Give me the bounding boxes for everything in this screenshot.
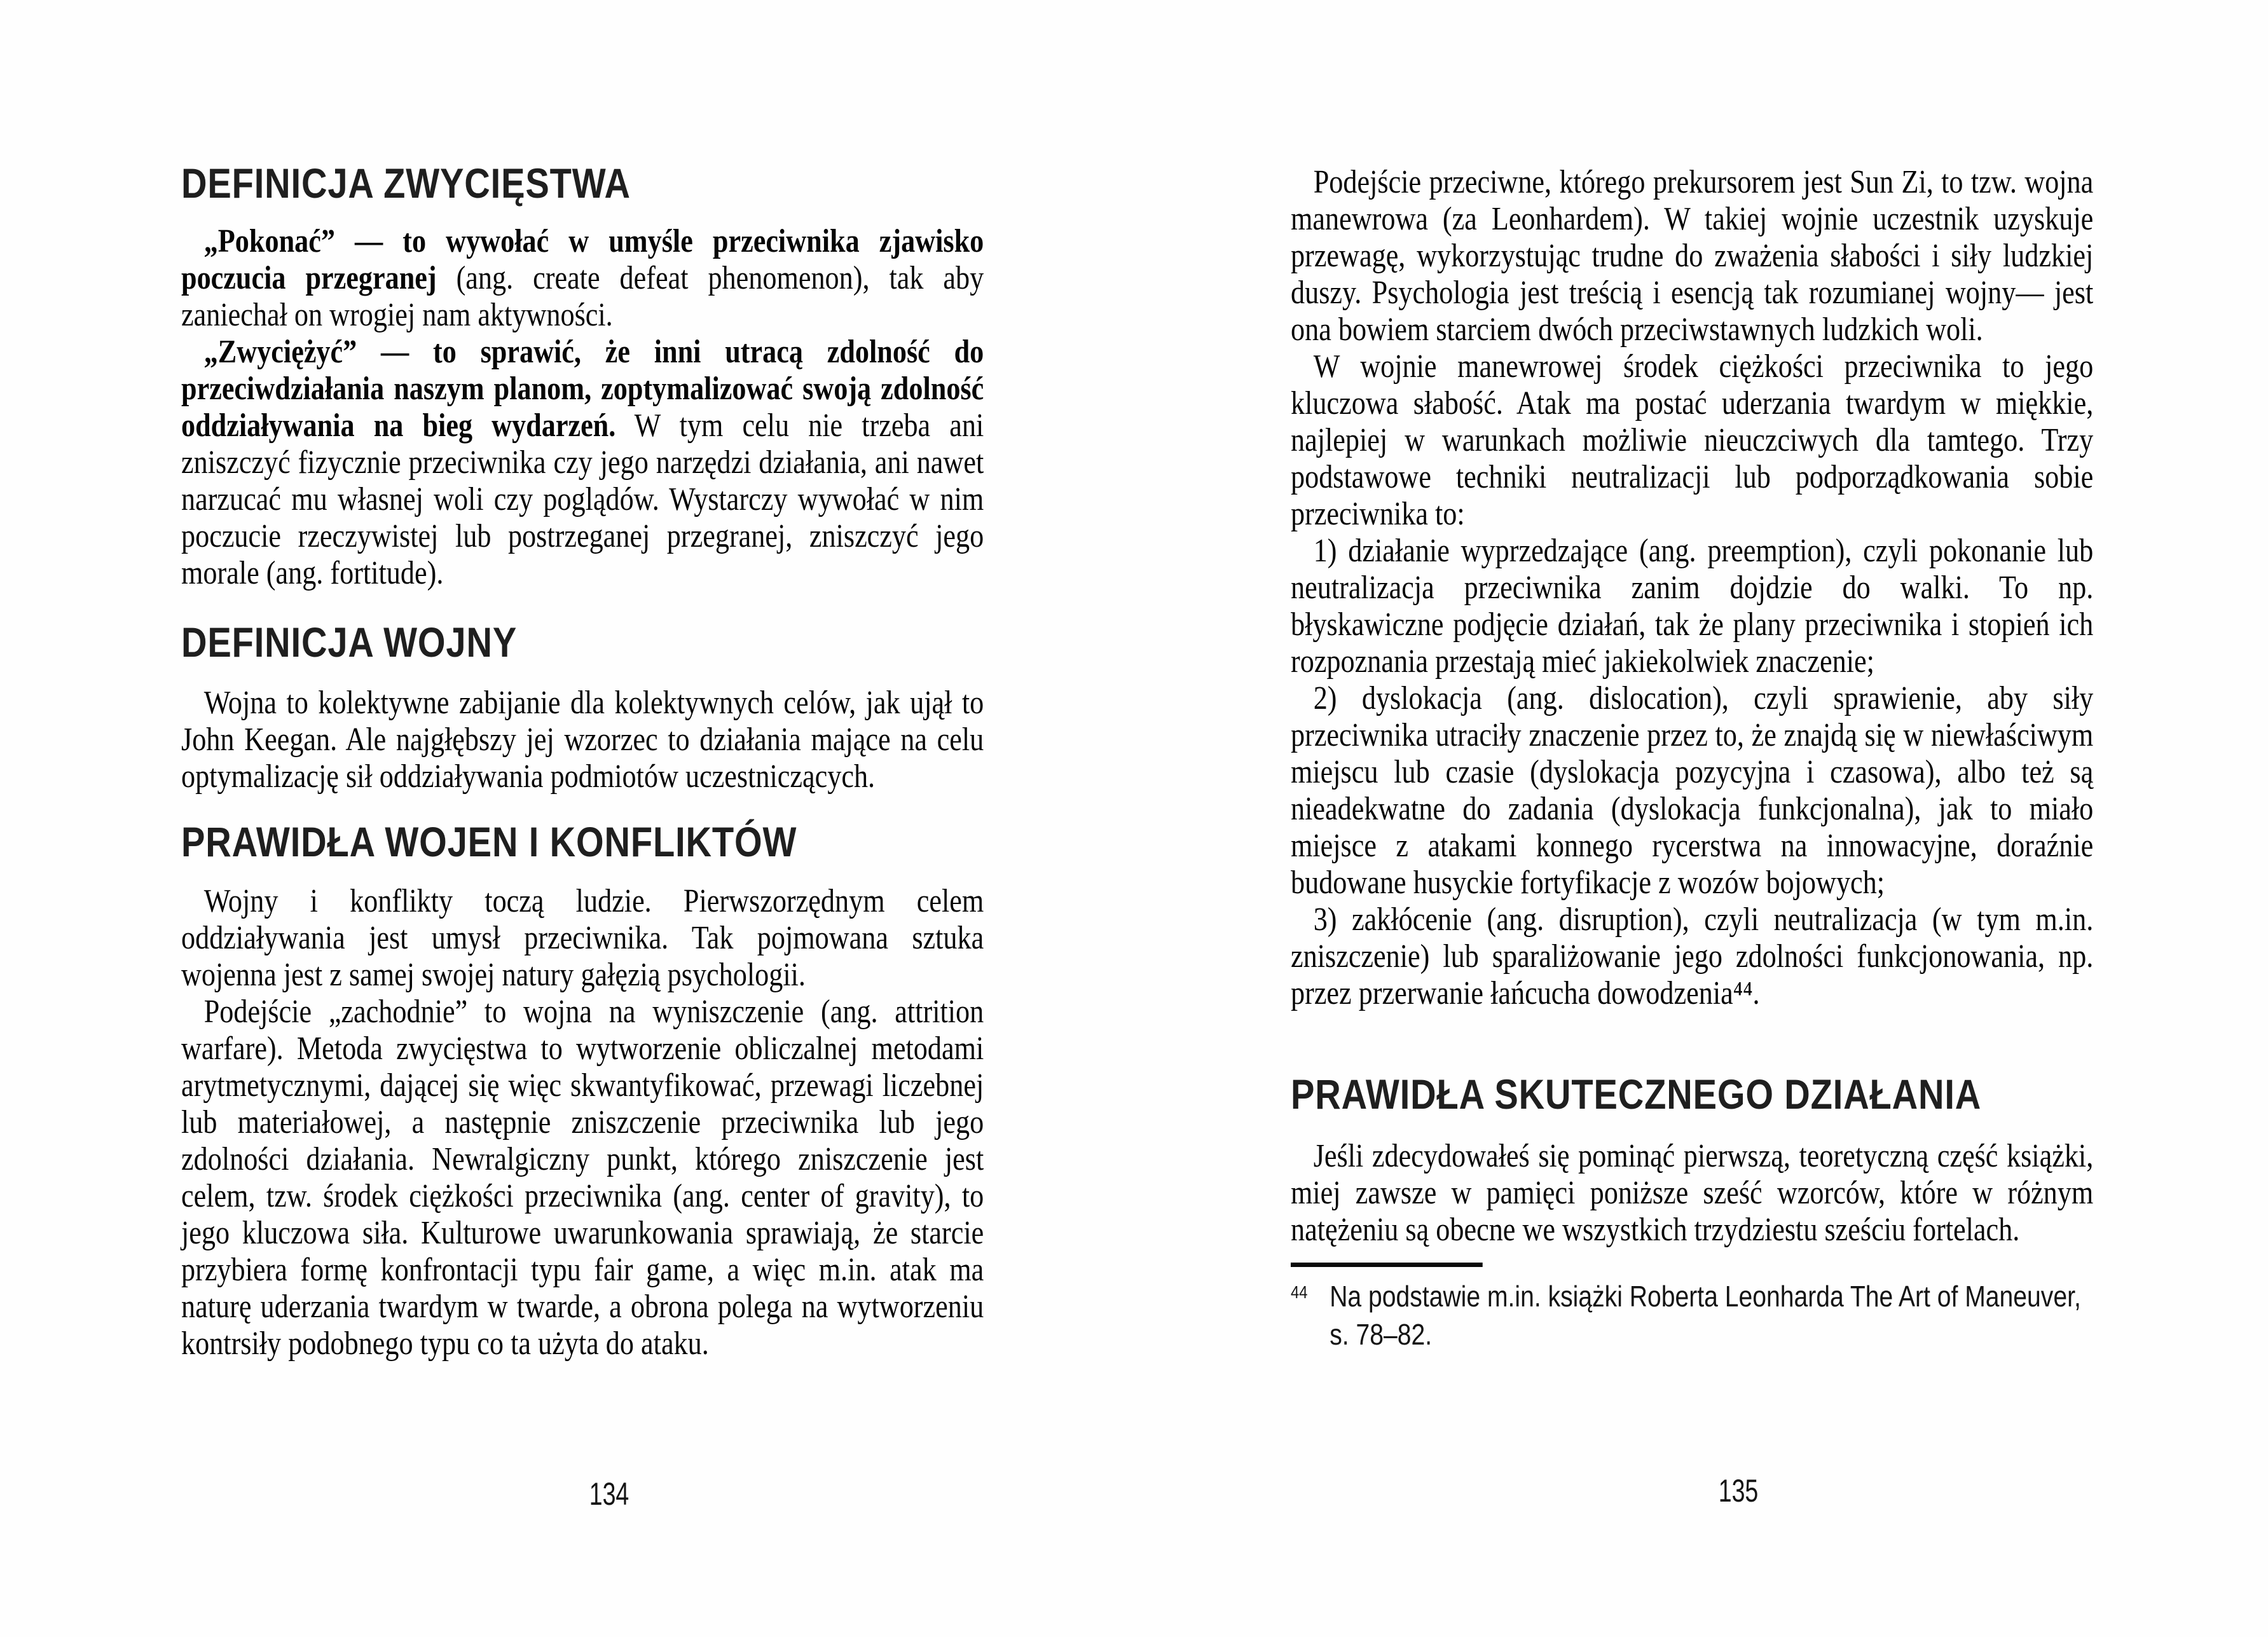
section-heading-prawidla-skutecznego: PRAWIDŁA SKUTECZNEGO DZIAŁANIA (1291, 1071, 1982, 1118)
list-item-zaklocenie: 3) zakłócenie (ang. disruption), czyli neutralizacja (w tym m.in. zniszczenie) lub sparaliżowanie jego zdolności funkcjonowania, np. przez przerwanie łańcucha dowodzenia⁴⁴. (1291, 901, 2094, 1011)
footnote-44 (1291, 1277, 2093, 1353)
paragraph-pokonac (181, 223, 984, 334)
page-right (1291, 164, 2093, 1353)
page-number-left: 134 (589, 1476, 629, 1512)
section-heading-definicja-zwyciestwa: DEFINICJA ZWYCIĘSTWA (181, 160, 631, 207)
footnote-marker: 44 (1291, 1282, 1308, 1302)
page-number-right: 135 (1718, 1473, 1759, 1509)
paragraph-wojny-i-konflikty: Wojny i konflikty toczą ludzie. Pierwszorzędnym celem oddziaływania jest umysł przeciwnika. Tak pojmowana sztuka wojenna jest z samej swojej natury gałęzią psychologii. (181, 883, 984, 993)
paragraph-jesli-zdecydowales: Jeśli zdecydowałeś się pominąć pierwszą, teoretyczną część książki, miej zawsze w pamięci poniższe sześć wzorców, które w różnym natężeniu są obecne we wszystkich trzydziestu sześciu fortelach. (1291, 1138, 2094, 1248)
paragraph-pokonac-rest: (ang. create defeat phenomenon), tak aby zaniechał on wrogiej nam aktywności. (181, 260, 984, 333)
paragraph-podejscie-przeciwne: Podejście przeciwne, którego prekursorem jest Sun Zi, to tzw. wojna manewrowa (za Leonhardem). W takiej wojnie uczestnik uzyskuje przewagę, wykorzystując trudne do zważenia słabości i siły ludzkiej duszy. Psychologia jest treścią i esencją tak rozumianej wojny— jest ona bowiem starciem dwóch przeciwstawnych ludzkich woli. (1291, 164, 2094, 348)
footnote-separator-rule (1291, 1263, 1483, 1267)
paragraph-zwyciezyc-lead-bold: „Zwyciężyć” — to sprawić, że inni utracą zdolność do przeciwdziałania naszym planom, zoptymalizować swoją zdolność oddziaływania na bieg wydarzeń. (181, 334, 984, 444)
list-item-dzialanie-wyprzedzajace: 1) działanie wyprzedzające (ang. preemption), czyli pokonanie lub neutralizacja przeciwnika zanim dojdzie do walki. To np. błyskawiczne podjęcie działań, tak że plany przeciwnika i stopień ich rozpoznania przestają mieć jakiekolwiek znaczenie; (1291, 533, 2094, 680)
paragraph-wojna-manewrowa: W wojnie manewrowej środek ciężkości przeciwnika to jego kluczowa słabość. Atak ma postać uderzania twardym w miękkie, najlepiej w warunkach możliwie nieuczciwych dla tamtego. Trzy podstawowe techniki neutralizacji lub podporządkowania sobie przeciwnika to: (1291, 348, 2094, 532)
paragraph-podejscie-zachodnie: Podejście „zachodnie” to wojna na wyniszczenie (ang. attrition warfare). Metoda zwycięstwa to wytworzenie obliczalnej metodami arytmetycznymi, dającej się więc skwantyfikować, przewagi liczebnej lub materiałowej, a następnie zniszczenie przeciwnika lub jego zdolności działania. Newralgiczny punkt, którego zniszczenie jest celem, tzw. środek ciężkości przeciwnika (ang. center of gravity), to jego kluczowa siła. Kulturowe uwarunkowania sprawiają, że starcie przybiera formę konfrontacji typu fair game, a więc m.in. atak ma naturę uderzania twardym w twarde, a obrona polega na wytworzeniu kontrsiły podobnego typu co ta użyta do ataku. (181, 994, 984, 1362)
list-item-dyslokacja: 2) dyslokacja (ang. dislocation), czyli sprawienie, aby siły przeciwnika utraciły znaczenie przez to, że znajdą się w niewłaściwym miejscu lub czasie (dyslokacja pozycyjna i czasowa), albo też są nieadekwatne do zadania (dyslokacja funkcjonalna), jak to miało miejsce z atakami konnego rycerstwa na innowacyjne, doraźnie budowane husyckie fortyfikacje z wozów bojowych; (1291, 680, 2094, 901)
section-heading-prawidla-wojen: PRAWIDŁA WOJEN I KONFLIKTÓW (181, 818, 797, 865)
page-left (181, 162, 984, 1362)
paragraph-zwyciezyc (181, 334, 984, 592)
paragraph-zwyciezyc-rest: W tym celu nie trzeba ani zniszczyć fizycznie przeciwnika czy jego narzędzi działania, ani nawet narzucać mu własnej woli czy poglądów. Wystarczy wywołać w nim poczucie rzeczywistej lub postrzeganej przegranej, zniszczyć jego morale (ang. fortitude). (181, 408, 984, 591)
paragraph-pokonac-lead-bold: „Pokonać” — to wywołać w umyśle przeciwnika zjawisko poczucia przegranej (181, 223, 984, 296)
section-heading-definicja-wojny: DEFINICJA WOJNY (181, 619, 518, 666)
footnote-text: Na podstawie m.in. książki Roberta Leonharda The Art of Maneuver, s. 78–82. (1330, 1280, 2081, 1351)
paragraph-wojna-kolektywne: Wojna to kolektywne zabijanie dla kolektywnych celów, jak ujął to John Keegan. Ale najgłębszy jej wzorzec to działania mające na celu optymalizację sił oddziaływania podmiotów uczestniczących. (181, 685, 984, 795)
